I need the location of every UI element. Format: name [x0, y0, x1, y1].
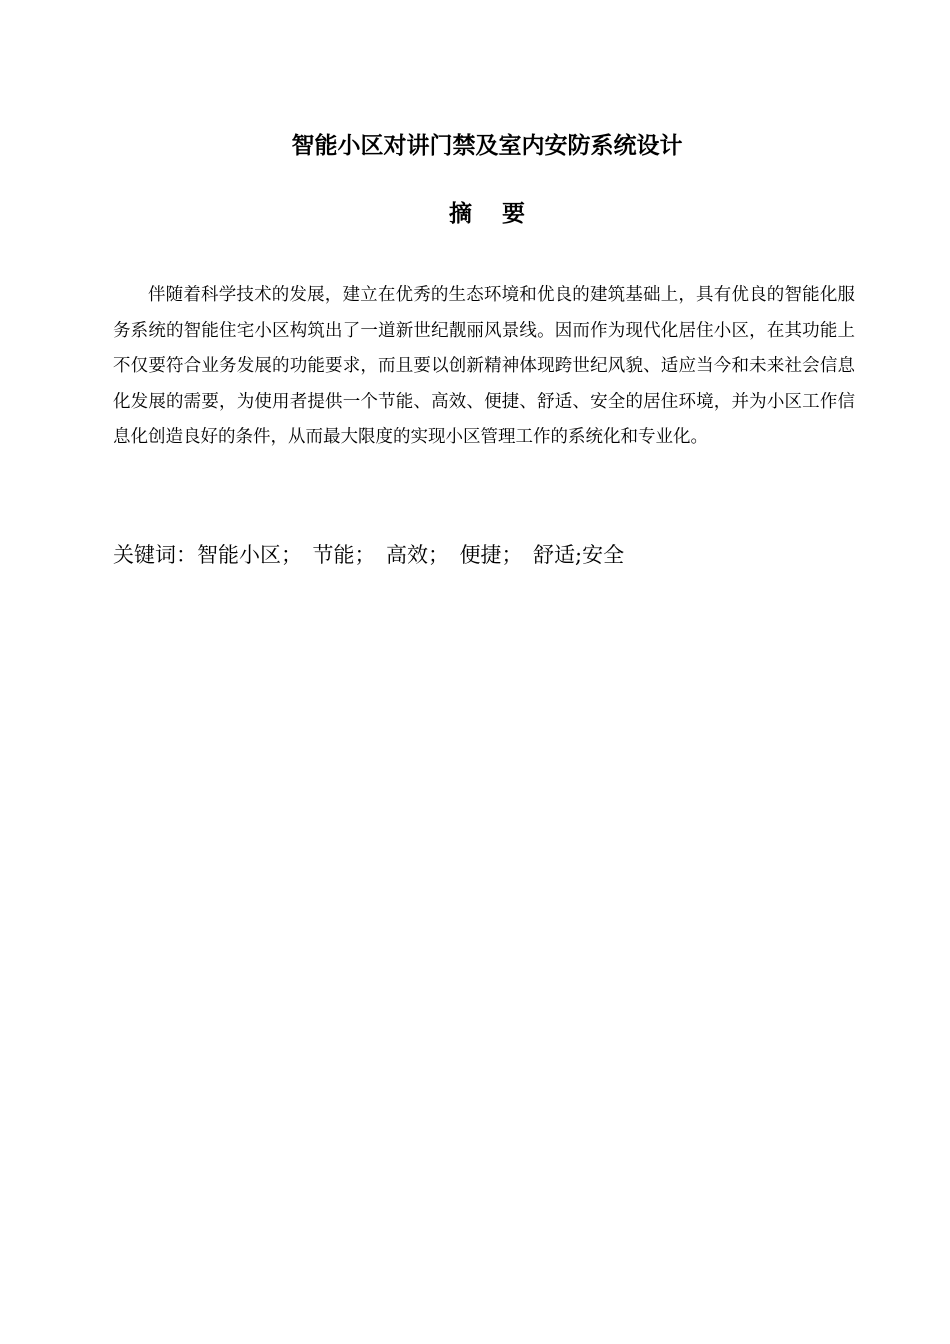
abstract-text: 伴随着科学技术的发展，建立在优秀的生态环境和优良的建筑基础上，具有优良的智能化服务系统的智能住宅小区构筑出了一道新世纪靓丽风景线。因而作为现代化居住小区，在其功能上不仅要符合业务发展的功能要求，而且要以创新精神体现跨世纪风貌、适应当今和未来社会信息化发展的需要，为使用者提供一个节能、高效、便捷、舒适、安全的居住环境，并为小区工作信息化创造良好的条件，从而最大限度的实现小区管理工作的系统化和专业化。: [113, 285, 855, 448]
keywords-text: 智能小区； 节能； 高效； 便捷； 舒适;安全: [197, 543, 625, 567]
keywords-line: [113, 538, 855, 572]
keywords-label: 关键词：: [113, 543, 197, 567]
abstract-heading: 摘要: [449, 201, 555, 227]
document-title: 智能小区对讲门禁及室内安防系统设计: [291, 133, 683, 159]
